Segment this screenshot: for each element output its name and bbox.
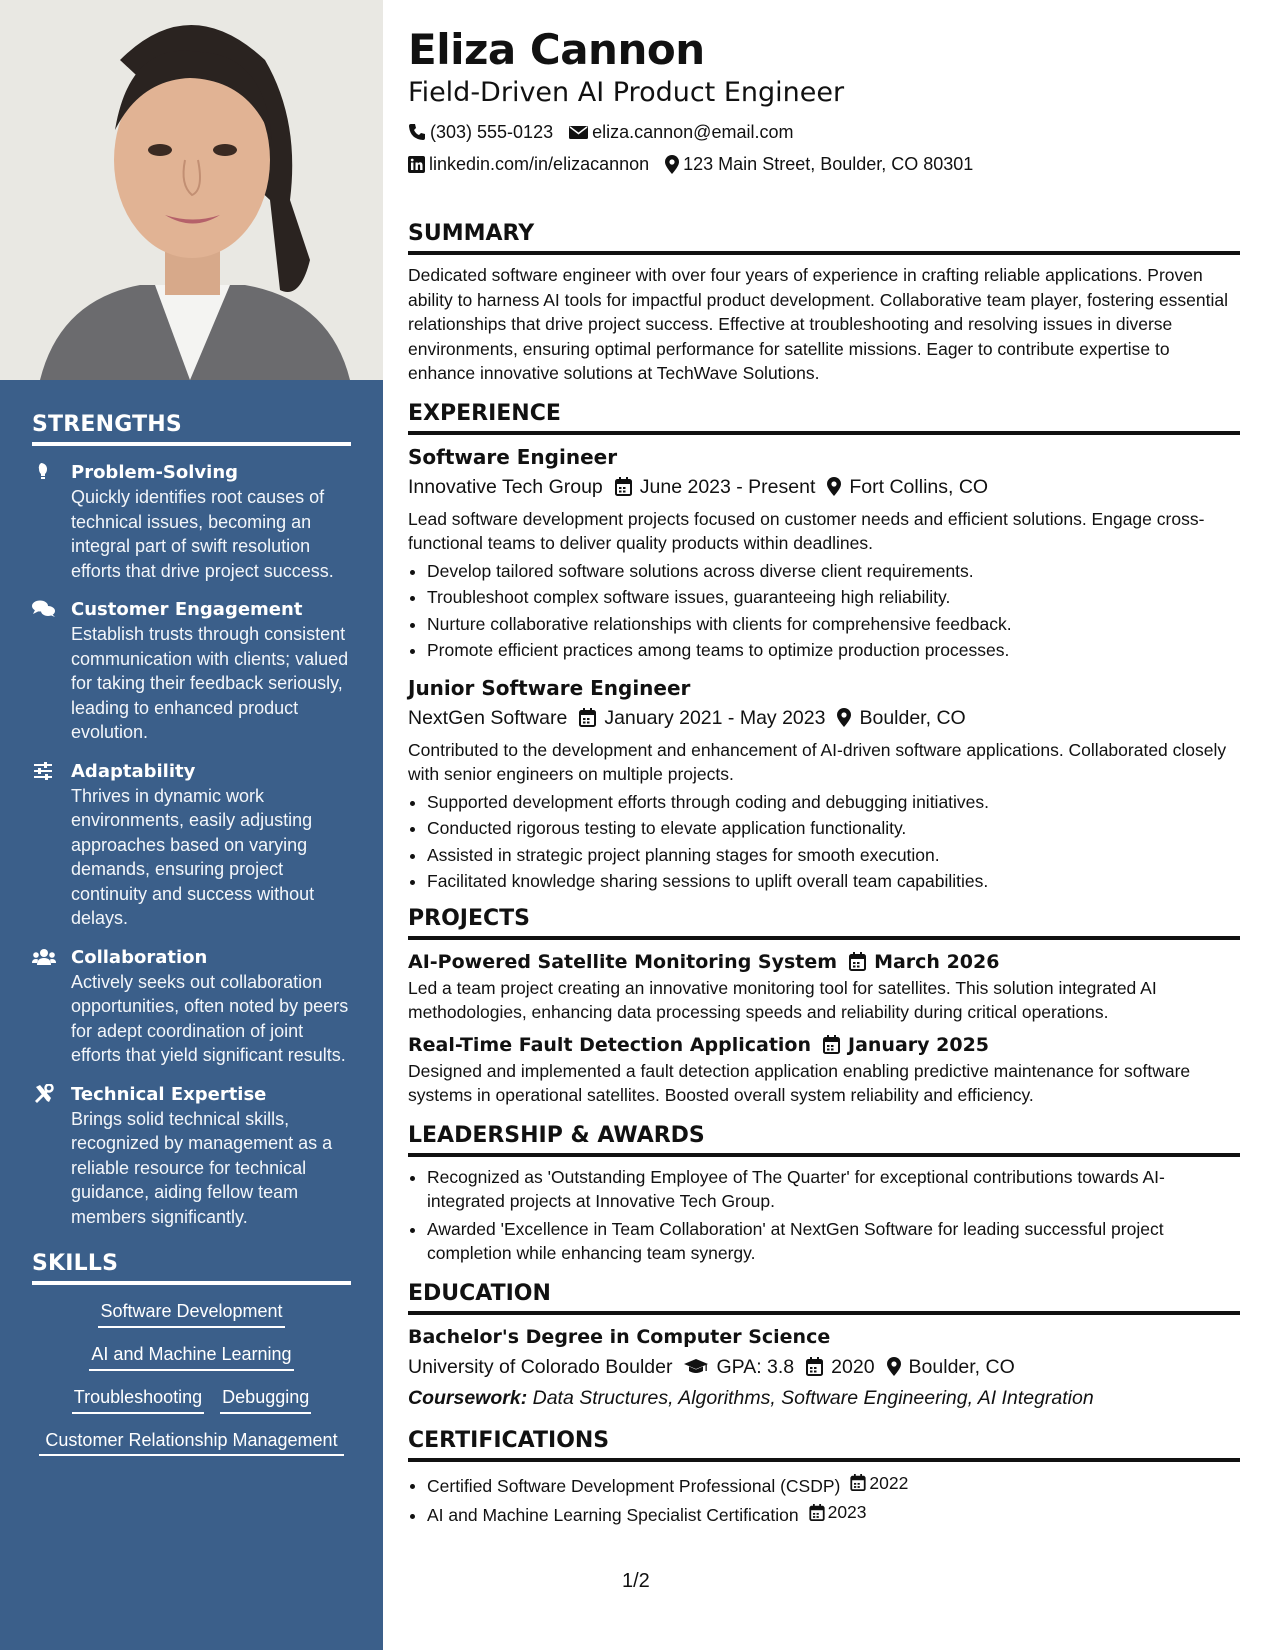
certification-item [427, 1470, 1240, 1499]
job-bullet: • Supported development efforts through coding and debugging initiatives. [427, 789, 1240, 816]
job-bullet: • Nurture collaborative relationships with clients for comprehensive feedback. [427, 611, 1240, 638]
candidate-name: Eliza Cannon [408, 25, 705, 74]
education-section [408, 1280, 1240, 1413]
job-role: Software Engineer [408, 444, 618, 469]
job-bullet: • Develop tailored software solutions across diverse client requirements. [427, 558, 1240, 585]
email-text: eliza.cannon@email.com [592, 122, 794, 142]
map-pin-icon [827, 477, 841, 496]
envelope-icon [569, 125, 588, 140]
skill-tag: Software Development [98, 1299, 284, 1328]
job-bullet: • Assisted in strategic project planning stages for smooth execution. [427, 842, 1240, 869]
projects-section [408, 905, 1240, 1108]
certification-year: 2022 [869, 1472, 909, 1493]
certification-name: Certified Software Development Professional (CSDP) [427, 1475, 841, 1496]
phone-icon [408, 123, 426, 141]
address-text: 123 Main Street, Boulder, CO 80301 [683, 154, 974, 174]
strength-desc: Thrives in dynamic work environments, easily adjusting approaches based on varying demands, ensuring project continuity and success without delays. [71, 785, 315, 928]
job-dates: January 2021 - May 2023 [604, 706, 826, 729]
strength-desc: Brings solid technical skills, recognized by management as a reliable resource for technical guidance, aiding fellow team members significantly. [71, 1108, 333, 1227]
project-title: AI-Powered Satellite Monitoring System [408, 950, 838, 973]
candidate-title: Field-Driven AI Product Engineer [408, 77, 845, 108]
gpa: GPA: 3.8 [716, 1355, 795, 1378]
award-item: • Awarded 'Excellence in Team Collaboration' at NextGen Software for leading successful project completion while enhancing team synergy. [427, 1217, 1240, 1266]
project-entry [408, 1031, 1240, 1108]
map-pin-icon [665, 155, 679, 174]
experience-heading: EXPERIENCE [408, 400, 1240, 435]
skill-tag: Debugging [220, 1385, 311, 1414]
experience-section [408, 400, 1240, 895]
map-pin-icon [887, 1357, 901, 1376]
skills-heading: SKILLS [32, 1251, 351, 1285]
strength-item [32, 945, 351, 1068]
award-item: • Recognized as 'Outstanding Employee of The Quarter' for exceptional contributions towards AI-integrated projects at Innovative Tech Group. [427, 1165, 1240, 1214]
strength-item [32, 597, 351, 745]
contact-phone [408, 116, 553, 148]
degree: Bachelor's Degree in Computer Science [408, 1325, 831, 1348]
project-date: March 2026 [874, 950, 1000, 973]
strength-desc: Establish trusts through consistent communication with clients; valued for taking their feedback seriously, leading to enhanced product evolution. [71, 624, 349, 742]
certifications-heading: CERTIFICATIONS [408, 1427, 1240, 1462]
summary-section [408, 220, 1240, 386]
school: University of Colorado Boulder [408, 1355, 673, 1378]
job-bullet: • Conducted rigorous testing to elevate application functionality. [427, 815, 1240, 842]
strength-title: Technical Expertise [71, 1083, 267, 1105]
coursework-list: Data Structures, Algorithms, Software Engineering, AI Integration [532, 1386, 1094, 1409]
projects-heading: PROJECTS [408, 905, 1240, 940]
contact-email [569, 116, 793, 148]
job-role: Junior Software Engineer [408, 675, 691, 700]
job-location: Boulder, CO [859, 706, 966, 729]
project-date: January 2025 [848, 1033, 990, 1056]
summary-heading: SUMMARY [408, 220, 1240, 255]
map-pin-icon [837, 708, 851, 727]
skill-tag: Customer Relationship Management [39, 1428, 344, 1456]
strength-item [32, 1082, 351, 1230]
job-location: Fort Collins, CO [849, 475, 989, 498]
calendar-icon [809, 1504, 825, 1521]
job-dates: June 2023 - Present [639, 475, 816, 498]
tools-icon [32, 1084, 56, 1104]
skill-tag: Troubleshooting [72, 1385, 204, 1414]
job-company: NextGen Software [408, 706, 568, 729]
leadership-section [408, 1122, 1240, 1266]
coursework-label: Coursework: [408, 1386, 528, 1409]
school-location: Boulder, CO [908, 1355, 1015, 1378]
job-description: Contributed to the development and enhancement of AI-driven software applications. Collaborated closely with senior engineers on multiple projects. [408, 739, 1227, 784]
calendar-icon [850, 1474, 866, 1491]
calendar-icon [823, 1035, 840, 1054]
strength-desc: Quickly identifies root causes of technical issues, becoming an integral part of swift resolution efforts that drive project success. [71, 487, 334, 581]
linkedin-text: linkedin.com/in/elizacannon [429, 154, 650, 174]
strengths-heading: STRENGTHS [32, 412, 351, 446]
strength-title: Problem-Solving [71, 462, 239, 483]
certification-item [427, 1499, 1240, 1528]
strength-item [32, 759, 351, 931]
calendar-icon [806, 1357, 823, 1376]
coursework [408, 1383, 1240, 1413]
strength-title: Customer Engagement [71, 599, 303, 620]
sliders-icon [32, 761, 56, 781]
grad-year: 2020 [831, 1355, 875, 1378]
calendar-icon [579, 708, 596, 727]
certification-name: AI and Machine Learning Specialist Certification [427, 1504, 799, 1525]
contact-linkedin [408, 148, 649, 180]
calendar-icon [849, 952, 866, 971]
education-heading: EDUCATION [408, 1280, 1240, 1315]
users-icon [32, 947, 56, 967]
project-description: Designed and implemented a fault detection application enabling predictive maintenance for software systems in operational satellites. Boosted overall system reliability and efficiency. [408, 1060, 1191, 1105]
job-bullet: • Promote efficient practices among teams to optimize production processes. [427, 637, 1240, 664]
linkedin-icon [408, 156, 425, 173]
chat-bubbles-icon [32, 599, 56, 619]
sidebar [0, 0, 383, 1650]
job-entry [408, 674, 1240, 895]
strength-item [32, 460, 351, 583]
graduation-cap-icon [684, 1358, 708, 1376]
strength-title: Adaptability [71, 760, 196, 782]
page-number: 1/2 [622, 1570, 650, 1592]
job-company: Innovative Tech Group [408, 475, 603, 498]
calendar-icon [615, 477, 632, 496]
certifications-section [408, 1427, 1240, 1529]
leadership-heading: LEADERSHIP & AWARDS [408, 1122, 1240, 1157]
job-description: Lead software development projects focused on customer needs and efficient solutions. Engage cross-functional teams to deliver quality products within deadlines. [408, 508, 1205, 553]
phone-text: (303) 555-0123 [430, 122, 554, 142]
project-description: Led a team project creating an innovative monitoring tool for satellites. This solution integrated AI methodologies, enhancing data processing speeds and reliability during critical operations. [408, 977, 1157, 1022]
project-title: Real-Time Fault Detection Application [408, 1033, 812, 1056]
strength-desc: Actively seeks out collaboration opportunities, often noted by peers for adept coordination of joint efforts that yield significant results. [71, 971, 349, 1065]
project-entry [408, 948, 1240, 1025]
profile-photo [0, 0, 383, 380]
strength-title: Collaboration [71, 946, 208, 968]
job-bullet: • Troubleshoot complex software issues, guaranteeing high reliability. [427, 584, 1240, 611]
skill-tag: AI and Machine Learning [89, 1342, 293, 1371]
job-bullet: • Facilitated knowledge sharing sessions to uplift overall team capabilities. [427, 868, 1240, 895]
job-entry [408, 443, 1240, 664]
certification-year: 2023 [827, 1501, 867, 1522]
contact-address [665, 148, 973, 180]
main-content [408, 24, 1240, 1528]
summary-text: Dedicated software engineer with over four years of experience in crafting reliable applications. Proven ability to harness AI tools for impactful product development. Collaborative team player, fostering essential relationships that drive project success. Effective at troubleshooting and resolving issues in diverse environments, ensuring optimal performance for satellite missions. Eager to contribute expertise to enhance innovative solutions at TechWave Solutions. [408, 265, 1229, 383]
lightbulb-icon [32, 462, 56, 482]
